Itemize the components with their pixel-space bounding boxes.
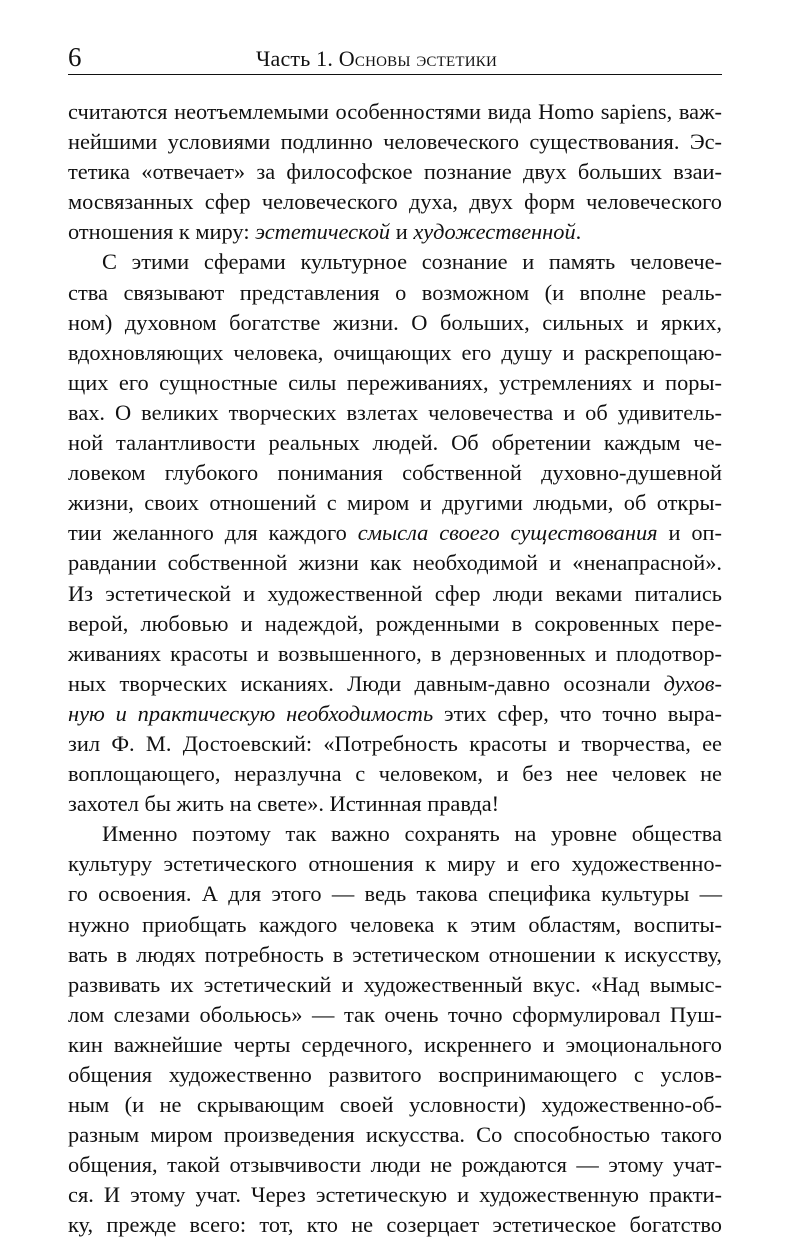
text-fragment: развивать их эстетический и художественный вкус. «Над вымыс-: [68, 971, 722, 997]
text-line: [68, 639, 722, 669]
text-fragment: воплощающего, неразлучна с человеком, и без нее человек не: [68, 761, 722, 787]
text-fragment: вать в людях потребность в эстетическом отношении к искусству,: [68, 941, 722, 967]
text-fragment: верой, любовью и надеждой, рожденными в сокровенных пере-: [68, 610, 722, 636]
text-line: [68, 789, 722, 819]
text-line: [68, 1150, 722, 1180]
text-fragment: и оп-: [657, 520, 722, 546]
text-fragment: равдании собственной жизни как необходимой и «ненапрасной».: [68, 550, 722, 576]
text-line: [68, 729, 722, 759]
italic-text: ную и практическую необходимость: [68, 700, 434, 726]
text-fragment: Именно поэтому так важно сохранять на уровне общества: [102, 821, 722, 847]
text-line: [68, 428, 722, 458]
text-line: [68, 398, 722, 428]
text-fragment: Из эстетической и художественной сфер люди веками питались: [68, 580, 722, 606]
book-page: [68, 40, 722, 1241]
italic-text: эстетической: [255, 219, 391, 245]
text-fragment: этих сфер, что точно выра-: [433, 700, 722, 726]
text-fragment: го освоения. А для этого — ведь такова специфика культуры —: [68, 881, 722, 907]
text-fragment: ку, прежде всего: тот, кто не созерцает эстетическое богатство: [68, 1212, 722, 1238]
text-line: [68, 278, 722, 308]
text-line: [68, 669, 722, 699]
text-fragment: ном) духовном богатстве жизни. О больших, сильных и ярких,: [68, 309, 722, 335]
text-fragment: ной талантливости реальных людей. Об обретении каждым че-: [68, 430, 722, 456]
text-line: [68, 308, 722, 338]
text-line: [68, 1000, 722, 1030]
text-line: [68, 609, 722, 639]
text-fragment: ным (и не скрывающим своей условности) художественно-об-: [68, 1092, 722, 1118]
text-fragment: вдохновляющих человека, очищающих его душу и раскрепощаю-: [68, 339, 722, 365]
text-line: [68, 127, 722, 157]
text-line: [68, 217, 722, 247]
text-line: [68, 879, 722, 909]
text-line: [68, 368, 722, 398]
text-line: [68, 488, 722, 518]
text-line: [68, 1180, 722, 1210]
text-fragment: ства связывают представления о возможном (и вполне реаль-: [68, 279, 722, 305]
italic-text: художественной: [413, 219, 576, 245]
text-line: [68, 548, 722, 578]
text-fragment: щих его сущностные силы переживаниях, устремлениях и поры-: [68, 369, 722, 395]
text-line: [68, 1120, 722, 1150]
text-line: [68, 970, 722, 1000]
text-fragment: ловеком глубокого понимания собственной духовно-душевной: [68, 460, 722, 486]
text-fragment: лом слезами обольюсь» — так очень точно сформулировал Пуш-: [68, 1001, 722, 1027]
text-fragment: ся. И этому учат. Через эстетическую и художественную практи-: [68, 1182, 722, 1208]
text-line: [68, 458, 722, 488]
text-fragment: общения художественно развитого воспринимающего с услов-: [68, 1062, 722, 1087]
text-fragment: разным миром произведения искусства. Со способностью такого: [68, 1122, 722, 1148]
text-fragment: жизни, своих отношений с миром и другими людьми, об откры-: [68, 490, 722, 516]
text-line: [68, 338, 722, 368]
text-line: [68, 849, 722, 879]
body-text: [68, 97, 722, 1241]
text-line: [68, 1030, 722, 1060]
text-fragment: .: [575, 219, 582, 245]
text-fragment: нужно приобщать каждого человека к этим областям, воспиты-: [68, 911, 722, 937]
page-number: 6: [68, 42, 82, 72]
text-line: [68, 1090, 722, 1120]
text-line: [68, 759, 722, 789]
text-fragment: захотел бы жить на свете». Истинная правда!: [68, 791, 500, 817]
text-fragment: нейшими условиями подлинно человеческого существования. Эс-: [68, 129, 722, 155]
text-fragment: кин важнейшие черты сердечного, искреннего и эмоционального: [68, 1031, 722, 1057]
text-line: [68, 940, 722, 970]
text-fragment: мосвязанных сфер человеческого духа, двух форм человеческого: [68, 189, 722, 215]
italic-text: смысла своего существования: [357, 520, 658, 546]
text-fragment: зил Ф. М. Достоевский: «Потребность красоты и творчества, ее: [68, 730, 722, 756]
text-fragment: тии желанного для каждого: [68, 520, 358, 546]
text-fragment: и: [390, 219, 414, 245]
text-line: [68, 97, 722, 127]
text-line: [68, 910, 722, 940]
italic-text: духов-: [663, 670, 722, 696]
text-line: [68, 699, 722, 729]
text-fragment: ных творческих исканиях. Люди давным-давно осознали: [68, 670, 664, 696]
text-line: [68, 247, 722, 277]
chapter-title: Основы эстетики: [338, 46, 497, 71]
text-line: [68, 1210, 722, 1240]
text-fragment: общения, такой отзывчивости люди не рождаются — этому учат-: [68, 1152, 722, 1178]
text-fragment: считаются неотъемлемыми особенностями вида Homo sapiens, важ-: [68, 99, 722, 124]
text-fragment: живаниях красоты и возвышенного, в дерзновенных и плодотвор-: [68, 640, 722, 666]
text-fragment: тетика «отвечает» за философское познание двух больших взаи-: [68, 159, 722, 185]
running-head: [68, 40, 722, 75]
text-line: [68, 157, 722, 187]
text-fragment: вах. О великих творческих взлетах человечества и об удивитель-: [68, 399, 722, 425]
text-fragment: культуру эстетического отношения к миру и его художественно-: [68, 851, 722, 877]
text-line: [68, 819, 722, 849]
text-line: [68, 579, 722, 609]
text-fragment: С этими сферами культурное сознание и память человече-: [102, 249, 722, 275]
text-line: [68, 1060, 722, 1090]
text-line: [68, 518, 722, 548]
text-line: [68, 187, 722, 217]
text-fragment: отношения к миру:: [68, 219, 256, 245]
part-label: Часть 1.: [256, 46, 339, 71]
running-title: [256, 46, 497, 72]
